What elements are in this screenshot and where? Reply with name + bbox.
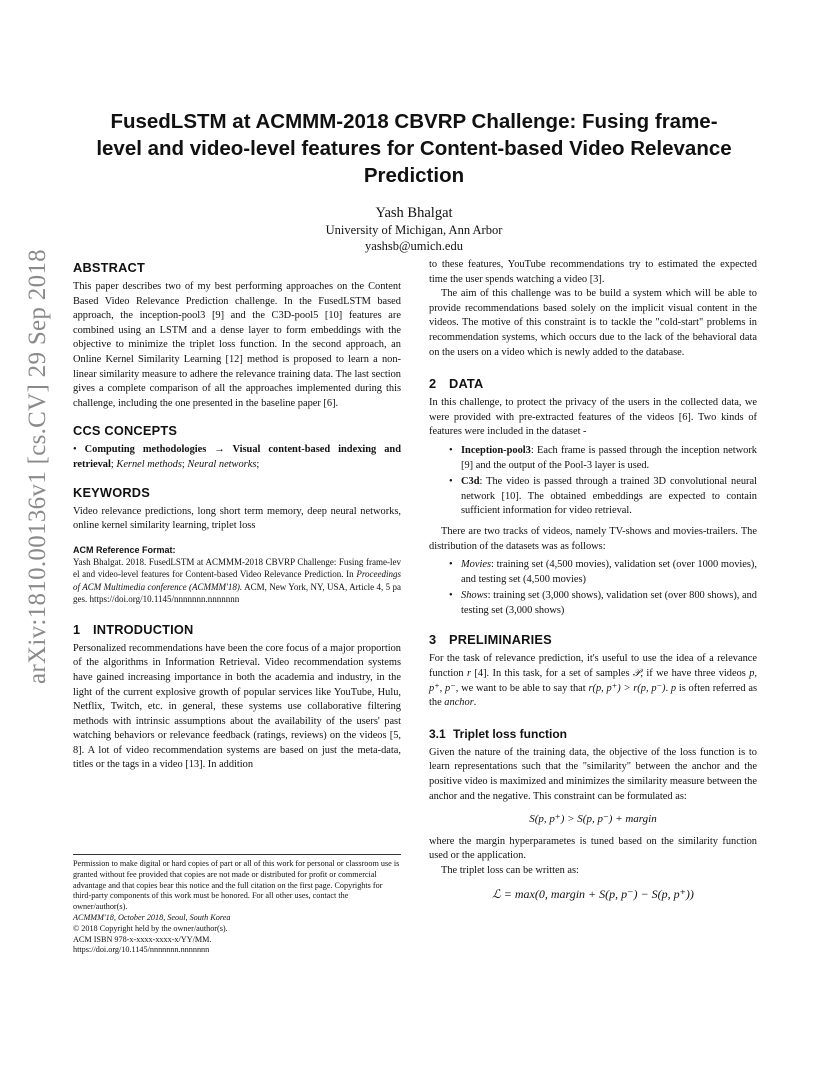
prelim-num: 3 <box>429 632 437 648</box>
title-block <box>90 108 738 254</box>
footnote-permission: Permission to make digital or hard copies of part or all of this work for personal or classroom use is granted without fee provided that copies are not made or distributed for profit or commercial advantage and that copies bear this notice and the full citation on the first page. Copyrights for third-party components of this work must be honored. For all other uses, contact the owner/author(s). <box>73 859 400 912</box>
list-item <box>449 475 757 519</box>
ccs-bold: Computing methodologies → Visual content-based indexing and retrieval <box>73 444 401 470</box>
footnote <box>73 854 401 956</box>
track-name: Movies <box>461 559 492 571</box>
prelim-paragraph: For the task of relevance prediction, it's useful to use the idea of a relevance function r [4]. In this task, for a set of samples 𝒫, if we have three videos p, p⁺, p⁻, we want to be able to say that r(p, p⁺) > r(p, p⁻). p is often referred as the anchor. <box>429 653 758 709</box>
footnote-conference: ACMMM'18, October 2018, Seoul, South Korea <box>73 912 231 922</box>
track-list <box>449 558 757 618</box>
triplet-paragraph-2: where the margin hyperparametes is tuned based on the similarity function used or the application. <box>429 835 757 862</box>
intro-title: INTRODUCTION <box>93 621 194 637</box>
keywords-heading: KEYWORDS <box>73 484 150 500</box>
author-affiliation: University of Michigan, Ann Arbor <box>325 223 503 237</box>
author-name: Yash Bhalgat <box>375 205 453 221</box>
track-desc: : training set (3,000 shows), validation set (over 800 shows), and testing set (3,000 shows) <box>461 590 757 616</box>
ref-part1: Yash Bhalgat. 2018. FusedLSTM at ACMMM-2018 CBVRP Challenge: Fusing frame-level and video-level features for Content-based Video Relevance Prediction. In <box>73 556 401 580</box>
feature-name: Inception-pool3 <box>461 444 531 456</box>
feature-name: C3d <box>461 476 480 488</box>
list-item <box>449 589 757 618</box>
feature-desc: : Each frame is passed through the inception network [9] and the output of the Pool-3 layer is used. <box>461 444 757 471</box>
prelim-heading <box>429 632 757 648</box>
triplet-title: Triplet loss function <box>453 726 568 741</box>
reference-format-text <box>73 556 401 606</box>
track-name: Shows <box>461 590 488 602</box>
data-paragraph-1: In this challenge, to protect the privacy of the users in the collected data, we were provided with pre-extracted features of the videos [6]. Two kinds of features were included in the dataset - <box>429 397 757 438</box>
ccs-bullet: • <box>73 444 77 456</box>
keywords-text: Video relevance predictions, long short term memory, deep neural networks, online kernel similarity learning, triplet loss <box>73 505 401 532</box>
feature-desc: : The video is passed through a trained 3D convolutional neural network [10]. The obtained embeddings are expected to contain sufficient information for video retrieval. <box>461 476 757 517</box>
triplet-paragraph-3: The triplet loss can be written as: <box>441 865 579 876</box>
prelim-title: PRELIMINARIES <box>449 632 552 648</box>
data-heading <box>429 376 757 392</box>
equation-constraint: S(p, p⁺) > S(p, p⁻) + margin <box>529 813 657 826</box>
ref-part2: ACM, New York, NY, USA, Article 4, 5 pages. https://doi.org/10.1145/nnnnnnn.nnnnnnn <box>73 581 402 605</box>
ccs-heading: CCS CONCEPTS <box>73 423 178 439</box>
equation-triplet-loss: ℒ = max(0, margin + S(p, p⁻) − S(p, p⁺)) <box>492 886 694 901</box>
feature-list <box>449 444 757 519</box>
footnote-isbn: ACM ISBN 978-x-xxxx-xxxx-x/YY/MM. <box>73 934 212 944</box>
data-num: 2 <box>429 376 437 392</box>
ccs-sep2: ; <box>181 458 188 470</box>
paper-title: FusedLSTM at ACMMM-2018 CBVRP Challenge: Fusing frame-level and video-level features for Content-based Video Relevance Prediction <box>96 110 732 187</box>
reference-format-heading: ACM Reference Format: <box>73 544 176 555</box>
list-item <box>449 444 757 473</box>
footnote-doi: https://doi.org/10.1145/nnnnnnn.nnnnnnn <box>73 945 210 955</box>
ccs-kernel: Kernel methods <box>116 458 182 470</box>
ccs-text <box>73 443 401 472</box>
intro-num: 1 <box>73 621 81 637</box>
abstract-text: This paper describes two of my best performing approaches on the Content Based Video Relevance Prediction challenge. In the FusedLSTM based approach, the inception-pool3 [9] and the C3D-pool5 [10] features are combined using an LSTM and a dense layer to form embeddings with the objective to minimize the triplet loss function. In the second approach, an Online Kernel Similarity Learning [12] method is proposed to learn a non-linear similarity measure to adhere the relevance training data. The last section gives a complete comparison of all the approaches implemented during this challenge, including the one presented in the baseline paper [6]. <box>73 281 401 409</box>
ccs-sep: ; <box>110 458 117 470</box>
triplet-num: 3.1 <box>429 726 446 741</box>
triplet-paragraph-1: Given the nature of the training data, the objective of the loss function is to learn representations such that the "similarity" between the anchor and the positive video is maximized and minimizes the similarity measure between the anchor and the negative. This constraint can be formulated as: <box>429 746 757 802</box>
triplet-heading <box>429 727 757 742</box>
data-title: DATA <box>449 376 484 392</box>
list-item <box>449 558 757 587</box>
intro-continued: to these features, YouTube recommendations try to estimated the expected time the user spends watching a video [3]. <box>429 259 757 285</box>
arxiv-stamp: arXiv:1810.00136v1 [cs.CV] 29 Sep 2018 <box>24 249 51 684</box>
ref-italic: Proceedings of ACM Multimedia conference (ACMMM'18). <box>73 569 401 592</box>
footnote-copyright: © 2018 Copyright held by the owner/author(s). <box>73 923 228 933</box>
intro-text: Personalized recommendations have been the core focus of a major proportion of the algorithms in Information Retrieval. Video recommendation systems have gained increasing importance in both the academia and industry, in the light of the current explosive growth of popular services like YouTube, Hulu, Netflix, Twitch, etc. in general, these systems use collaborative filtering methods with intrinsic assumptions about the availability of the users' past watching behaviors or relevance feedback (ratings, reviews) on the videos [5, 8]. A lot of video recommendation systems are based on just the meta-data, titles or the tags in a video [13]. In addition <box>73 642 401 771</box>
ccs-nn: Neural networks <box>187 458 257 470</box>
ccs-end: ; <box>256 458 260 470</box>
author-email: yashsb@umich.edu <box>365 239 463 253</box>
track-desc: : training set (4,500 movies), validation set (over 1000 movies), and testing set (4,500 movies) <box>461 559 757 585</box>
intro-heading <box>73 622 401 638</box>
left-column <box>73 258 401 773</box>
intro-paragraph-2: The aim of this challenge was to be build a system which will be able to provide recommendations based solely on the implicit visual content in the videos. The motive of this constraint is to tackle the "cold-start" problems in recommendation systems, which occurs due to the lack of the behavioral data on the users on a video which is newly added to the database. <box>429 288 757 358</box>
abstract-heading: ABSTRACT <box>73 260 145 275</box>
data-paragraph-2: There are two tracks of videos, namely TV-shows and movies-trailers. The distribution of the datasets was as follows: <box>429 525 757 552</box>
right-column <box>429 258 757 909</box>
